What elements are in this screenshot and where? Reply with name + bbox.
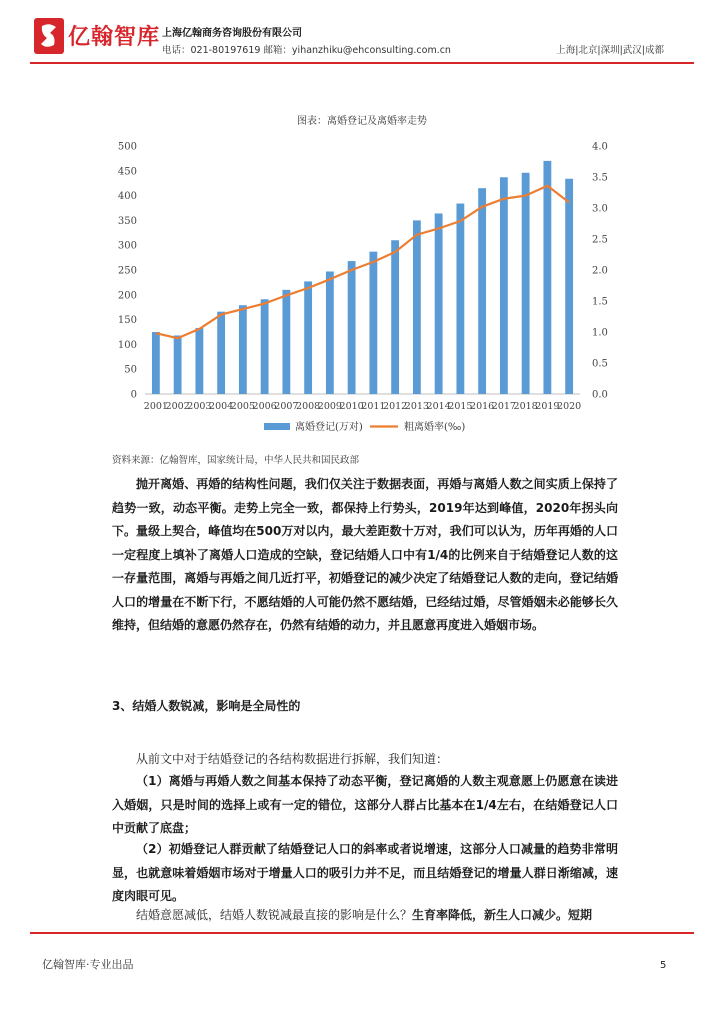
bar bbox=[435, 213, 443, 394]
y-left-tick-label: 500 bbox=[117, 141, 137, 153]
bar bbox=[217, 312, 225, 394]
legend-label: 离婚登记(万对) bbox=[295, 422, 363, 433]
y-left-tick-label: 450 bbox=[117, 166, 137, 178]
bar bbox=[522, 173, 530, 394]
x-tick-label: 2014 bbox=[426, 401, 451, 412]
bar bbox=[239, 305, 247, 394]
footer-text: 亿翰智库·专业出品 bbox=[42, 958, 134, 971]
bar bbox=[304, 281, 312, 394]
y-right-tick-label: 3.0 bbox=[592, 203, 608, 215]
bar bbox=[152, 332, 160, 394]
closing-line-emphasis: 生育率降低，新生人口减少。短期 bbox=[412, 908, 593, 922]
y-left-tick-label: 400 bbox=[117, 191, 137, 203]
company-name: 上海亿翰商务咨询股份有限公司 bbox=[162, 28, 302, 39]
x-tick-label: 2007 bbox=[274, 401, 299, 412]
y-left-tick-label: 350 bbox=[117, 215, 137, 227]
section-heading: 3、结婚人数锐减，影响是全局性的 bbox=[112, 699, 301, 713]
list-item: （1）离婚与再婚人数之间基本保持了动态平衡，登记离婚的人数主观意愿上仍愿意在读进入婚姻，只是时间的选择上或有一定的错位，这部分人群占比基本在1/4左右，在结婚登记人口中贡献了底盘； bbox=[112, 774, 618, 835]
chart-title: 图表：离婚登记及离婚率走势 bbox=[297, 116, 427, 127]
y-left-tick-label: 150 bbox=[117, 315, 137, 327]
y-left-tick-label: 0 bbox=[130, 389, 137, 401]
divorce-chart bbox=[0, 130, 724, 440]
x-tick-label: 2019 bbox=[535, 401, 560, 412]
y-right-tick-label: 1.5 bbox=[592, 296, 608, 308]
y-left-tick-label: 200 bbox=[117, 290, 137, 302]
x-tick-label: 2013 bbox=[404, 401, 429, 412]
chart-source: 资料来源：亿翰智库，国家统计局，中华人民共和国民政部 bbox=[112, 455, 360, 466]
logo-icon bbox=[34, 18, 64, 54]
x-tick-label: 2012 bbox=[383, 401, 408, 412]
x-tick-label: 2006 bbox=[252, 401, 277, 412]
bar bbox=[174, 335, 182, 394]
office-cities: 上海|北京|深圳|武汉|成都 bbox=[556, 45, 664, 56]
x-tick-label: 2018 bbox=[513, 401, 538, 412]
bar bbox=[500, 177, 508, 394]
logo-text: 亿翰智库 bbox=[68, 25, 161, 50]
legend-swatch-bar bbox=[264, 423, 290, 430]
bar bbox=[413, 220, 421, 394]
x-tick-label: 2017 bbox=[491, 401, 516, 412]
x-tick-label: 2009 bbox=[317, 401, 342, 412]
closing-line-text: 结婚意愿减低，结婚人数锐减最直接的影响是什么？ bbox=[136, 908, 413, 922]
x-tick-label: 2015 bbox=[448, 401, 473, 412]
y-left-tick-label: 250 bbox=[117, 265, 137, 277]
header-divider bbox=[30, 62, 694, 64]
bar bbox=[261, 299, 269, 394]
legend-label: 粗离婚率(‰) bbox=[404, 422, 466, 433]
bar bbox=[282, 290, 290, 394]
y-right-tick-label: 4.0 bbox=[592, 141, 608, 153]
list-item: （2）初婚登记人群贡献了结婚登记人口的斜率或者说增速，这部分人口减量的趋势非常明显，也就意味着婚姻市场对于增量人口的吸引力并不足，而且结婚登记的增量人群日渐缩减，速度肉眼可见。 bbox=[112, 842, 618, 903]
y-right-tick-label: 1.0 bbox=[592, 327, 608, 339]
bar bbox=[348, 261, 356, 394]
body-paragraph: 抛开离婚、再婚的结构性问题，我们仅关注于数据表面，再婚与离婚人数之间实质上保持了趋势一致，动态平衡。走势上完全一致，都保持上行势头，2019年达到峰值，2020年拐头向下。量级上契合，峰值均在500万对以内，最大差距数十万对，我们可以认为，历年再婚的人口一定程度上填补了离婚人口造成的空缺，登记结婚人口中有1/4的比例来自于结婚登记人数的这一存量范围，离婚与再婚之间几近打平，初婚登记的减少决定了结婚登记人数的走向，登记结婚人口的增量在不断下行，不愿结婚的人可能仍然不愿结婚，已经结过婚，尽管婚姻未必能够长久维持，但结婚的意愿仍然存在，仍然有结婚的动力，并且愿意再度进入婚姻市场。 bbox=[112, 477, 618, 632]
bar bbox=[326, 271, 334, 394]
y-right-tick-label: 0.5 bbox=[592, 358, 608, 370]
y-left-tick-label: 300 bbox=[117, 240, 137, 252]
intro-line: 从前文中对于结婚登记的各结构数据进行拆解，我们知道： bbox=[136, 752, 449, 766]
y-left-tick-label: 100 bbox=[117, 339, 137, 351]
x-tick-label: 2011 bbox=[361, 401, 386, 412]
bar bbox=[478, 188, 486, 394]
y-right-tick-label: 0.0 bbox=[592, 389, 608, 401]
x-tick-label: 2010 bbox=[339, 401, 364, 412]
x-tick-label: 2008 bbox=[296, 401, 321, 412]
x-tick-label: 2003 bbox=[187, 401, 212, 412]
footer-divider bbox=[30, 932, 694, 934]
closing-line bbox=[136, 906, 592, 923]
y-right-tick-label: 2.5 bbox=[592, 234, 608, 246]
x-tick-label: 2002 bbox=[165, 401, 190, 412]
x-tick-label: 2001 bbox=[143, 401, 168, 412]
y-right-tick-label: 3.5 bbox=[592, 172, 608, 184]
bar bbox=[369, 252, 377, 394]
bar bbox=[456, 204, 464, 394]
y-right-tick-label: 2.0 bbox=[592, 265, 608, 277]
y-left-tick-label: 50 bbox=[124, 364, 137, 376]
bar bbox=[565, 179, 573, 394]
x-tick-label: 2020 bbox=[557, 401, 582, 412]
x-tick-label: 2005 bbox=[230, 401, 255, 412]
bar bbox=[195, 328, 203, 394]
x-tick-label: 2016 bbox=[470, 401, 495, 412]
contact-info: 电话：021-80197619 邮箱：yihanzhiku@ehconsulting.com.cn bbox=[162, 45, 451, 56]
bar bbox=[391, 240, 399, 394]
page-number: 5 bbox=[660, 960, 667, 971]
bar bbox=[543, 161, 551, 394]
x-tick-label: 2004 bbox=[209, 401, 234, 412]
